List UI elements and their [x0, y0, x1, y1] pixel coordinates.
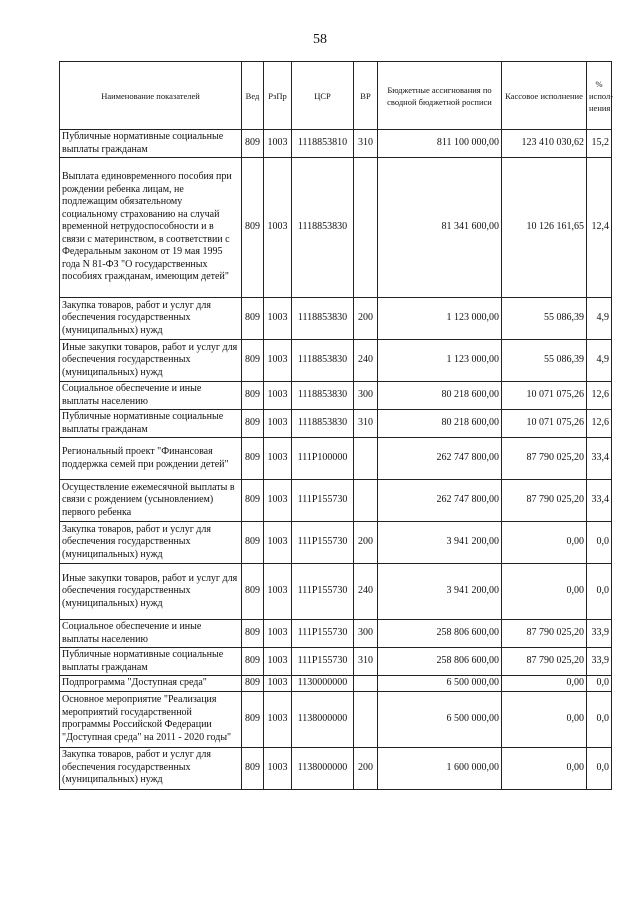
- header-rzpr: РзПр: [264, 62, 292, 130]
- cell-csr: 111P155730: [292, 522, 354, 564]
- table-row: [60, 676, 612, 692]
- cell-budget: 811 100 000,00: [378, 130, 502, 158]
- cell-budget: 81 341 600,00: [378, 158, 502, 298]
- cell-ved: 809: [242, 340, 264, 382]
- cell-name: Подпрограмма "Доступная среда": [60, 676, 242, 692]
- cell-pct: 12,6: [587, 410, 612, 438]
- cell-name: Иные закупки товаров, работ и услуг для обеспечения государственных (муниципальных) нужд: [60, 340, 242, 382]
- cell-budget: 1 123 000,00: [378, 340, 502, 382]
- cell-name: Иные закупки товаров, работ и услуг для обеспечения государственных (муниципальных) нужд: [60, 564, 242, 620]
- cell-csr: 111P100000: [292, 438, 354, 480]
- cell-budget: 80 218 600,00: [378, 382, 502, 410]
- cell-rzpr: 1003: [264, 382, 292, 410]
- cell-csr: 1118853830: [292, 340, 354, 382]
- cell-ved: 809: [242, 382, 264, 410]
- cell-vr: 200: [354, 747, 378, 789]
- cell-cash: 10 071 075,26: [502, 382, 587, 410]
- cell-pct: 33,4: [587, 438, 612, 480]
- header-budget: Бюджетные ассигнования по сводной бюджетной росписи: [378, 62, 502, 130]
- cell-pct: 33,4: [587, 480, 612, 522]
- header-vr: ВР: [354, 62, 378, 130]
- cell-budget: 3 941 200,00: [378, 564, 502, 620]
- cell-rzpr: 1003: [264, 438, 292, 480]
- cell-name: Публичные нормативные социальные выплаты гражданам: [60, 648, 242, 676]
- cell-cash: 0,00: [502, 564, 587, 620]
- cell-vr: [354, 480, 378, 522]
- cell-vr: [354, 158, 378, 298]
- cell-name: Закупка товаров, работ и услуг для обеспечения государственных (муниципальных) нужд: [60, 747, 242, 789]
- cell-ved: 809: [242, 410, 264, 438]
- cell-cash: 0,00: [502, 691, 587, 747]
- cell-vr: 200: [354, 298, 378, 340]
- cell-cash: 87 790 025,20: [502, 480, 587, 522]
- cell-budget: 6 500 000,00: [378, 691, 502, 747]
- cell-cash: 55 086,39: [502, 340, 587, 382]
- cell-budget: 3 941 200,00: [378, 522, 502, 564]
- cell-name: Осуществление ежемесячной выплаты в связи с рождением (усыновлением) первого ребенка: [60, 480, 242, 522]
- cell-csr: 1118853830: [292, 382, 354, 410]
- cell-cash: 87 790 025,20: [502, 648, 587, 676]
- cell-rzpr: 1003: [264, 522, 292, 564]
- cell-budget: 262 747 800,00: [378, 480, 502, 522]
- cell-cash: 55 086,39: [502, 298, 587, 340]
- cell-budget: 6 500 000,00: [378, 676, 502, 692]
- table-row: [60, 648, 612, 676]
- cell-ved: 809: [242, 158, 264, 298]
- cell-cash: 87 790 025,20: [502, 620, 587, 648]
- table-row: [60, 382, 612, 410]
- table-row: [60, 158, 612, 298]
- table-row: [60, 340, 612, 382]
- cell-pct: 33,9: [587, 620, 612, 648]
- cell-ved: 809: [242, 648, 264, 676]
- cell-ved: 809: [242, 298, 264, 340]
- cell-rzpr: 1003: [264, 564, 292, 620]
- cell-csr: 111P155730: [292, 564, 354, 620]
- cell-name: Основное мероприятие "Реализация мероприятий государственной программы Российской Федерации "Доступная среда" на 2011 - 2020 годы": [60, 691, 242, 747]
- cell-cash: 10 126 161,65: [502, 158, 587, 298]
- cell-csr: 1138000000: [292, 691, 354, 747]
- header-csr: ЦСР: [292, 62, 354, 130]
- table-row: [60, 522, 612, 564]
- cell-csr: 111P155730: [292, 480, 354, 522]
- cell-rzpr: 1003: [264, 676, 292, 692]
- cell-cash: 0,00: [502, 522, 587, 564]
- cell-budget: 262 747 800,00: [378, 438, 502, 480]
- cell-pct: 15,2: [587, 130, 612, 158]
- cell-rzpr: 1003: [264, 130, 292, 158]
- cell-csr: 1130000000: [292, 676, 354, 692]
- cell-pct: 0,0: [587, 522, 612, 564]
- cell-vr: [354, 691, 378, 747]
- cell-budget: 1 600 000,00: [378, 747, 502, 789]
- cell-budget: 258 806 600,00: [378, 620, 502, 648]
- cell-vr: 310: [354, 648, 378, 676]
- cell-rzpr: 1003: [264, 410, 292, 438]
- cell-pct: 0,0: [587, 564, 612, 620]
- table-row: [60, 438, 612, 480]
- cell-pct: 12,6: [587, 382, 612, 410]
- page-number: 58: [313, 32, 327, 47]
- header-name: Наименование показателей: [60, 62, 242, 130]
- cell-vr: 310: [354, 410, 378, 438]
- cell-name: Выплата единовременного пособия при рождении ребенка лицам, не подлежащим обязательному социальному страхованию на случай временной нетрудоспособности и в связи с материнством, в соответствии с Федеральным законом от 19 мая 1995 года N 81-ФЗ "О государственных пособиях гражданам, имеющим детей": [60, 158, 242, 298]
- cell-vr: 240: [354, 564, 378, 620]
- table-row: [60, 298, 612, 340]
- cell-ved: 809: [242, 691, 264, 747]
- table-row: [60, 130, 612, 158]
- cell-vr: 200: [354, 522, 378, 564]
- cell-csr: 1118853830: [292, 298, 354, 340]
- cell-cash: 123 410 030,62: [502, 130, 587, 158]
- cell-name: Закупка товаров, работ и услуг для обеспечения государственных (муниципальных) нужд: [60, 522, 242, 564]
- table-row: [60, 691, 612, 747]
- cell-name: Закупка товаров, работ и услуг для обеспечения государственных (муниципальных) нужд: [60, 298, 242, 340]
- cell-rzpr: 1003: [264, 648, 292, 676]
- cell-cash: 0,00: [502, 747, 587, 789]
- cell-pct: 12,4: [587, 158, 612, 298]
- cell-budget: 1 123 000,00: [378, 298, 502, 340]
- budget-execution-table: [59, 61, 612, 790]
- cell-csr: 111P155730: [292, 620, 354, 648]
- cell-csr: 1118853830: [292, 410, 354, 438]
- cell-budget: 258 806 600,00: [378, 648, 502, 676]
- cell-csr: 1118853810: [292, 130, 354, 158]
- cell-cash: 10 071 075,26: [502, 410, 587, 438]
- cell-vr: 300: [354, 620, 378, 648]
- cell-name: Публичные нормативные социальные выплаты гражданам: [60, 130, 242, 158]
- cell-vr: [354, 438, 378, 480]
- cell-csr: 1118853830: [292, 158, 354, 298]
- cell-cash: 87 790 025,20: [502, 438, 587, 480]
- table-row: [60, 410, 612, 438]
- cell-csr: 1138000000: [292, 747, 354, 789]
- cell-ved: 809: [242, 480, 264, 522]
- cell-name: Региональный проект "Финансовая поддержка семей при рождении детей": [60, 438, 242, 480]
- cell-vr: [354, 676, 378, 692]
- table-header-row: [60, 62, 612, 130]
- cell-ved: 809: [242, 747, 264, 789]
- cell-rzpr: 1003: [264, 480, 292, 522]
- cell-pct: 4,9: [587, 298, 612, 340]
- cell-rzpr: 1003: [264, 340, 292, 382]
- cell-ved: 809: [242, 676, 264, 692]
- cell-budget: 80 218 600,00: [378, 410, 502, 438]
- table-row: [60, 564, 612, 620]
- cell-rzpr: 1003: [264, 691, 292, 747]
- cell-pct: 0,0: [587, 691, 612, 747]
- cell-name: Публичные нормативные социальные выплаты гражданам: [60, 410, 242, 438]
- cell-vr: 240: [354, 340, 378, 382]
- cell-cash: 0,00: [502, 676, 587, 692]
- header-cash: Кассовое исполнение: [502, 62, 587, 130]
- cell-ved: 809: [242, 564, 264, 620]
- cell-pct: 4,9: [587, 340, 612, 382]
- table-row: [60, 747, 612, 789]
- cell-rzpr: 1003: [264, 620, 292, 648]
- cell-name: Социальное обеспечение и иные выплаты населению: [60, 382, 242, 410]
- cell-ved: 809: [242, 438, 264, 480]
- cell-pct: 0,0: [587, 747, 612, 789]
- cell-rzpr: 1003: [264, 747, 292, 789]
- table-row: [60, 480, 612, 522]
- header-ved: Вед: [242, 62, 264, 130]
- cell-ved: 809: [242, 620, 264, 648]
- cell-ved: 809: [242, 130, 264, 158]
- table-row: [60, 620, 612, 648]
- cell-vr: 300: [354, 382, 378, 410]
- cell-vr: 310: [354, 130, 378, 158]
- header-pct: % испол-нения: [587, 62, 612, 130]
- cell-ved: 809: [242, 522, 264, 564]
- cell-csr: 111P155730: [292, 648, 354, 676]
- cell-pct: 0,0: [587, 676, 612, 692]
- cell-name: Социальное обеспечение и иные выплаты населению: [60, 620, 242, 648]
- cell-rzpr: 1003: [264, 158, 292, 298]
- cell-rzpr: 1003: [264, 298, 292, 340]
- cell-pct: 33,9: [587, 648, 612, 676]
